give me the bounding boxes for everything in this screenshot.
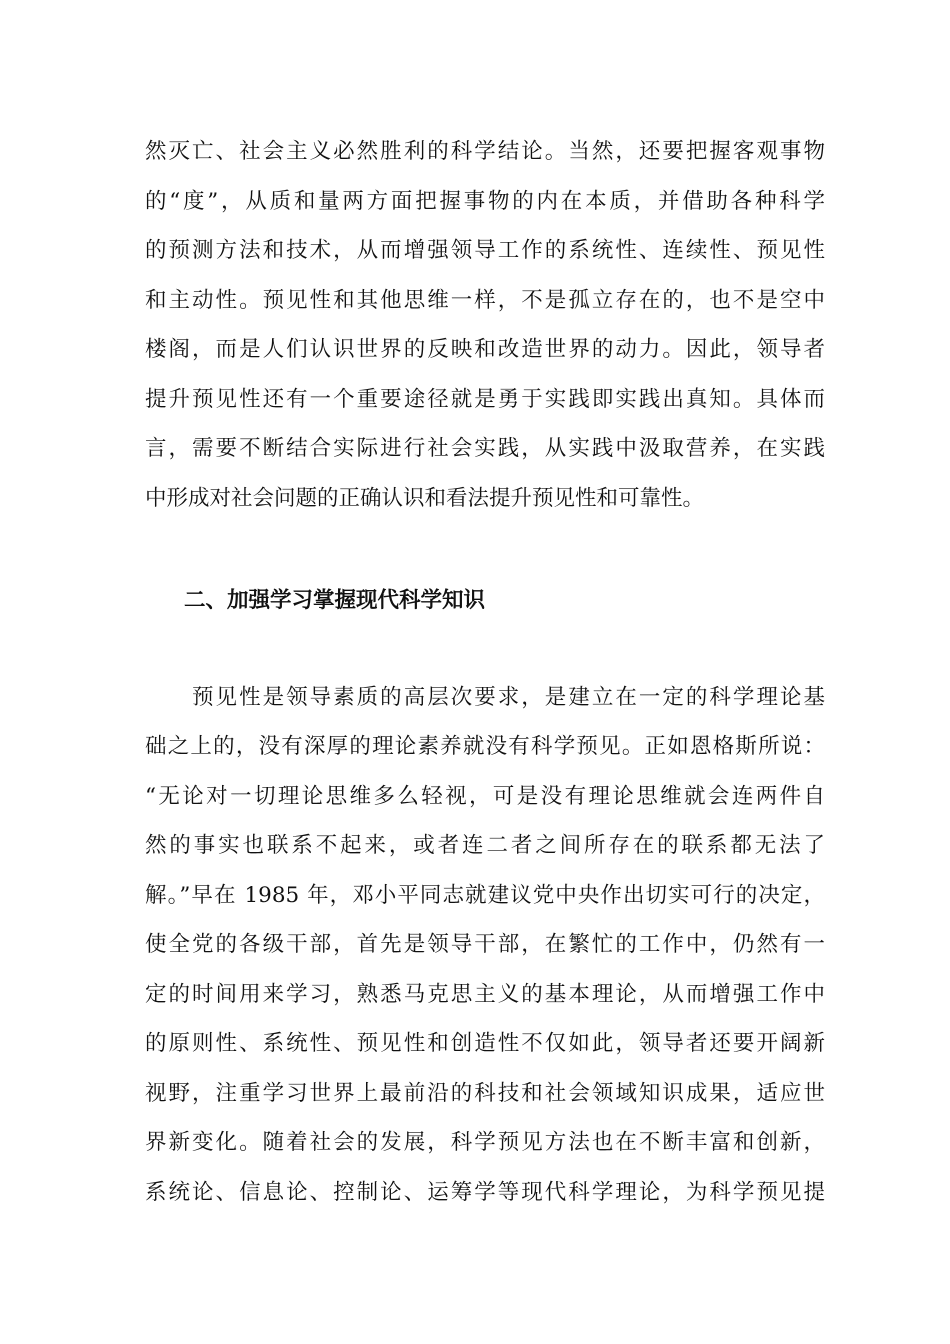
text-line: 预见性是领导素质的高层次要求，是建立在一定的科学理论基 bbox=[145, 685, 825, 710]
text-line: 础之上的，没有深厚的理论素养就没有科学预见。正如恩格斯所说： bbox=[145, 734, 825, 759]
text-line: 定的时间用来学习，熟悉马克思主义的基本理论，从而增强工作中 bbox=[145, 982, 825, 1007]
text-line: 言，需要不断结合实际进行社会实践，从实践中汲取营养，在实践 bbox=[145, 436, 825, 461]
text-line: 然灭亡、社会主义必然胜利的科学结论。当然，还要把握客观事物 bbox=[145, 139, 825, 164]
text-line: 和主动性。预见性和其他思维一样，不是孤立存在的，也不是空中 bbox=[145, 288, 825, 313]
text-line: 的原则性、系统性、预见性和创造性不仅如此，领导者还要开阔新 bbox=[145, 1031, 825, 1056]
text-line: 楼阁，而是人们认识世界的反映和改造世界的动力。因此，领导者 bbox=[145, 337, 825, 362]
text-line: 视野，注重学习世界上最前沿的科技和社会领域知识成果，适应世 bbox=[145, 1081, 825, 1106]
text-line: 界新变化。随着社会的发展，科学预见方法也在不断丰富和创新， bbox=[145, 1130, 825, 1155]
text-line: 然的事实也联系不起来，或者连二者之间所存在的联系都无法了 bbox=[145, 833, 825, 858]
text-line: “无论对一切理论思维多么轻视，可是没有理论思维就会连两件自 bbox=[145, 784, 825, 809]
text-line: 系统论、信息论、控制论、运筹学等现代科学理论，为科学预见提 bbox=[145, 1180, 825, 1205]
section-heading: 二、加强学习掌握现代科学知识 bbox=[184, 588, 486, 613]
text-line: 提升预见性还有一个重要途径就是勇于实践即实践出真知。具体而 bbox=[145, 387, 825, 412]
text-line: 的预测方法和技术，从而增强领导工作的系统性、连续性、预见性 bbox=[145, 238, 825, 263]
text-line: 的“度”，从质和量两方面把握事物的内在本质，并借助各种科学 bbox=[145, 189, 825, 214]
text-line: 使全党的各级干部，首先是领导干部，在繁忙的工作中，仍然有一 bbox=[145, 932, 825, 957]
text-line: 中形成对社会问题的正确认识和看法提升预见性和可靠性。 bbox=[145, 486, 705, 511]
text-line: 解。”早在 1985 年，邓小平同志就建议党中央作出切实可行的决定， bbox=[145, 883, 825, 908]
